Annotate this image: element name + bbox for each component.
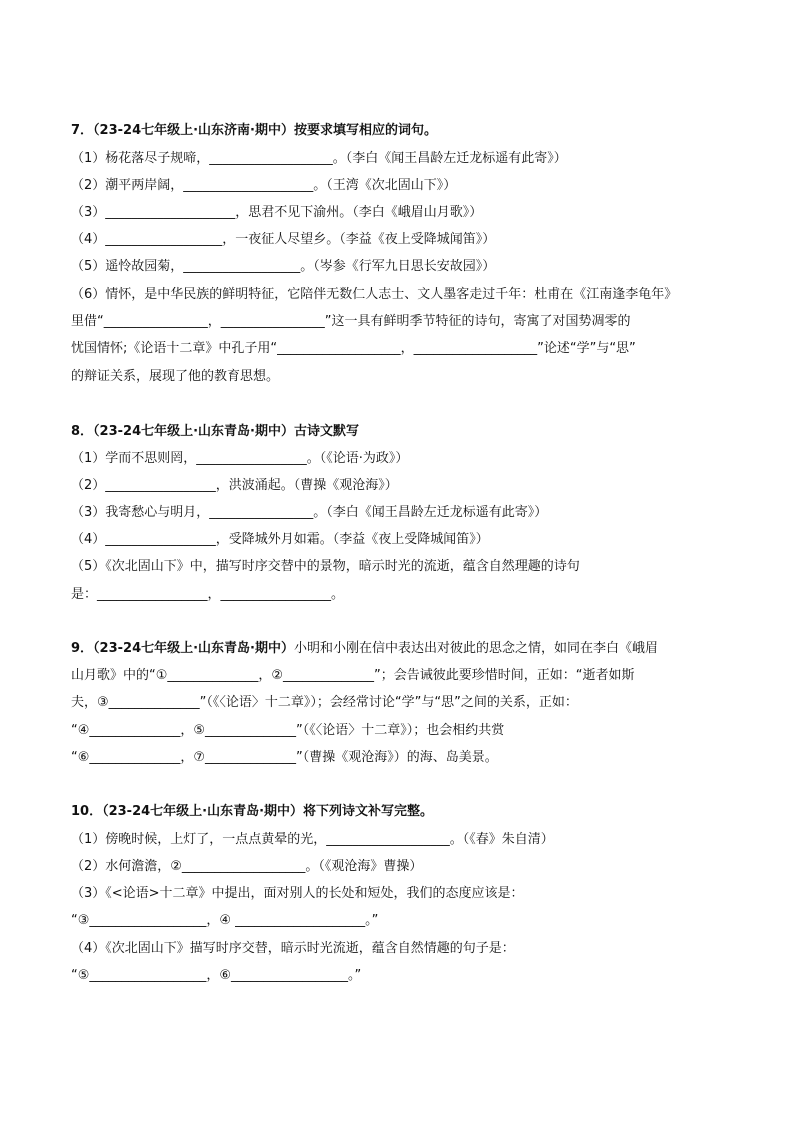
question-9-line-4: “⑥______________，⑦______________”（曹操《观沧海》）的海、岛美景。: [71, 750, 498, 765]
question-9-line-2: 夫，③______________”（《〈论语〉十二章》）；会经常讨论“学”与“思”之间的关系，正如：: [71, 695, 578, 710]
question-7-line-6: （6）情怀，是中华民族的鲜明特征，它陪伴无数仁人志士、文人墨客走过千年：杜甫在《江南逢李龟年》: [71, 287, 678, 302]
question-9-title-rest: 小明和小刚在信中表达出对彼此的思念之情，如同在李白《峨眉: [294, 641, 659, 656]
question-8-title: 8．（23-24七年级上·山东青岛·期中）古诗文默写: [71, 424, 359, 439]
question-10-line-4: “③__________________，④ ____________________。”: [71, 913, 379, 928]
question-7-title: 7．（23-24七年级上·山东济南·期中）按要求填写相应的词句。: [71, 123, 437, 138]
question-10-title: 10．（23-24七年级上·山东青岛·期中）将下列诗文补写完整。: [71, 804, 434, 819]
question-9-line-3: “④______________，⑤______________”（《〈论语〉十二章》）；也会相约共赏: [71, 723, 505, 738]
question-7-line-2: （2）潮平两岸阔，____________________。（王湾《次北固山下》）: [71, 178, 457, 193]
question-9-first-line: [71, 640, 731, 658]
question-10-line-2: （2）水何澹澹，②___________________。（《观沧海》曹操）: [71, 859, 423, 874]
question-7-line-5: （5）遥怜故园菊，__________________。（岑参《行军九日思长安故园》）: [71, 259, 496, 274]
question-7-line-7: 里借“________________，________________”这一具有鲜明季节特征的诗句，寄寓了对国势凋零的: [71, 314, 631, 329]
question-8-line-2: （2）_________________，洪波涌起。（曹操《观沧海》）: [71, 478, 398, 493]
question-9-title: 9．（23-24七年级上·山东青岛·期中）: [71, 641, 294, 656]
question-10-line-3: （3）《<论语>十二章》中提出，面对别人的长处和短处，我们的态度应该是：: [71, 886, 524, 901]
question-7-line-8: 忧国情怀;《论语十二章》中孔子用“___________________，___________________”论述“学”与“思”: [71, 341, 636, 356]
question-7-line-1: （1）杨花落尽子规啼，___________________。（李白《闻王昌龄左迁龙标遥有此寄》）: [71, 151, 567, 166]
question-7-line-4: （4）__________________，一夜征人尽望乡。（李益《夜上受降城闻笛》）: [71, 232, 496, 247]
question-8-line-3: （3）我寄愁心与明月，________________。（李白《闻王昌龄左迁龙标遥有此寄》）: [71, 505, 548, 520]
question-8-line-6: 是：_________________，_________________。: [71, 587, 345, 602]
question-8-line-4: （4）_________________，受降城外月如霜。（李益《夜上受降城闻笛》）: [71, 532, 489, 547]
question-8-line-5: （5）《次北固山下》中，描写时序交替中的景物，暗示时光的流逝，蕴含自然理趣的诗句: [71, 559, 580, 574]
question-10-line-6: “⑤__________________，⑥__________________。”: [71, 968, 362, 983]
question-9-line-1: 山月歌》中的“①______________，②______________”；会告诫彼此要珍惜时间，正如：“逝者如斯: [71, 668, 635, 683]
question-8-line-1: （1）学而不思则罔，_________________。（《论语·为政》）: [71, 451, 409, 466]
question-10-line-5: （4）《次北固山下》描写时序交替，暗示时光流逝，蕴含自然情趣的句子是：: [71, 941, 515, 956]
question-10-line-1: （1）傍晚时候，上灯了，一点点黄晕的光，___________________。（《春》朱自清）: [71, 832, 554, 847]
question-7-line-3: （3）____________________，思君不见下渝州。（李白《峨眉山月歌》）: [71, 205, 483, 220]
question-7-line-9: 的辩证关系，展现了他的教育思想。: [71, 369, 280, 384]
